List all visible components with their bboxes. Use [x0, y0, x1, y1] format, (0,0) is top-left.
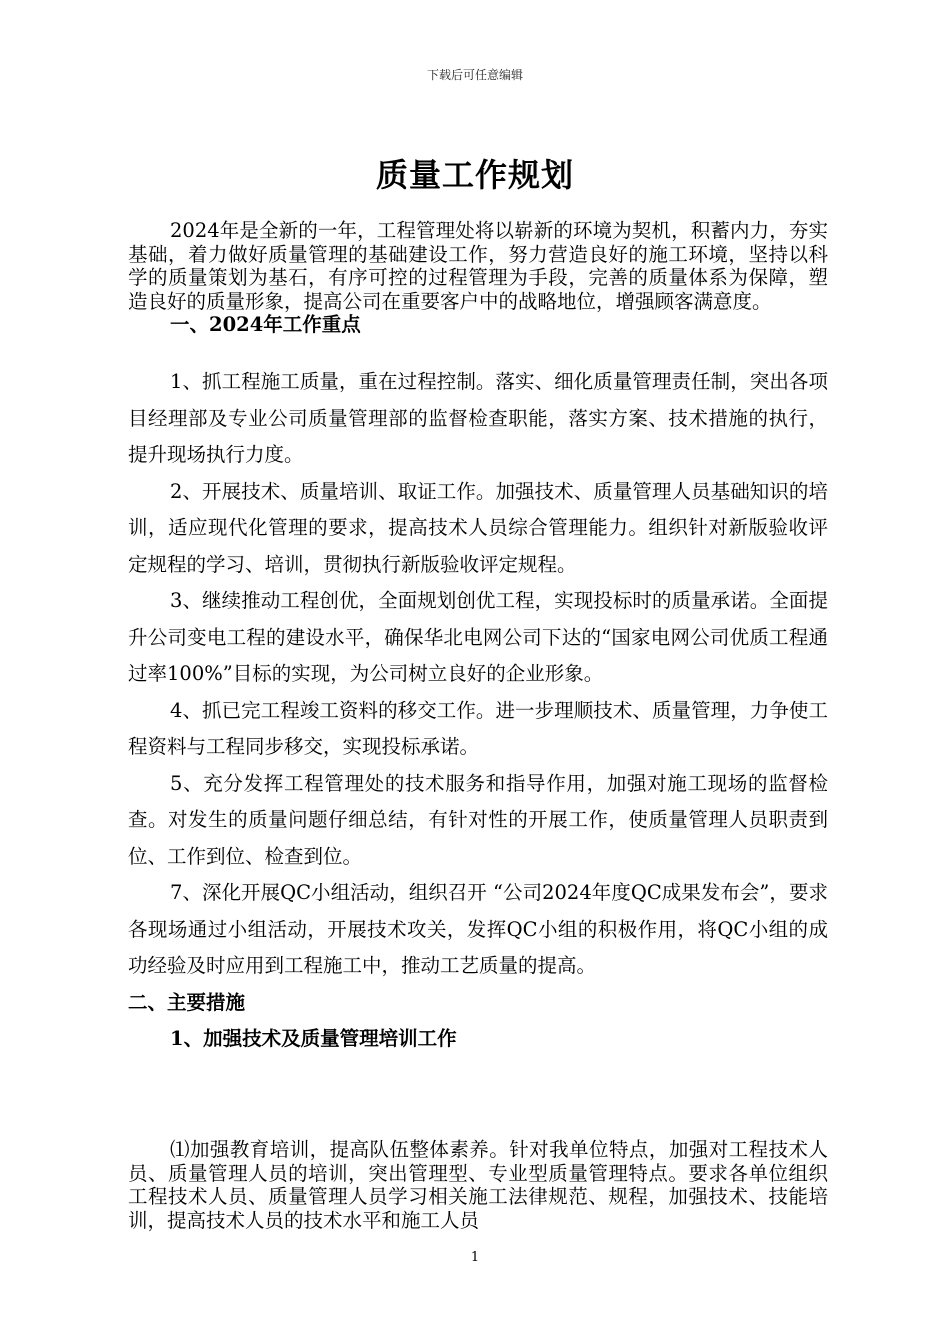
measures-block [128, 1138, 828, 1232]
intro-paragraph: 2024年是全新的一年，工程管理处将以崭新的环境为契机，积蓄内力，夯实基础，着力做好质量管理的基础建设工作，努力营造良好的施工环境，坚持以科学的质量策划为基石，有序可控的过程管理为手段，完善的质量体系为保障，塑造良好的质量形象，提高公司在重要客户中的战略地位，增强顾客满意度。 [128, 219, 828, 313]
intro-block [128, 219, 828, 337]
work-item-3: 3、继续推动工程创优，全面规划创优工程，实现投标时的质量承诺。全面提升公司变电工程的建设水平，确保华北电网公司下达的“国家电网公司优质工程通过率100%”目标的实现，为公司树立良好的企业形象。 [128, 589, 828, 685]
header-note: 下载后可任意编辑 [426, 68, 523, 82]
section2-heading: 二、主要措施 [128, 990, 246, 1014]
work-item-1: 1、抓工程施工质量，重在过程控制。落实、细化质量管理责任制，突出各项目经理部及专业公司质量管理部的监督检查职能，落实方案、技术措施的执行，提升现场执行力度。 [128, 370, 828, 466]
section1-heading: 一、2024年工作重点 [170, 313, 361, 336]
page-title: 质量工作规划 [375, 156, 574, 194]
work-item-5: 5、充分发挥工程管理处的技术服务和指导作用，加强对施工现场的监督检查。对发生的质量问题仔细总结，有针对性的开展工作，使质量管理人员职责到位、工作到位、检查到位。 [128, 771, 828, 868]
page-number: 1 [470, 1250, 480, 1265]
work-item-2: 2、开展技术、质量培训、取证工作。加强技术、质量管理人员基础知识的培训，适应现代化管理的要求，提高技术人员综合管理能力。组织针对新版验收评定规程的学习、培训，贯彻执行新版验收评定规程。 [128, 479, 828, 576]
work-item-4: 4、抓已完工程竣工资料的移交工作。进一步理顺技术、质量管理，力争使工程资料与工程同步移交，实现投标承诺。 [128, 698, 828, 758]
work-items-block [128, 364, 828, 1058]
subsection1-heading: 1、加强技术及质量管理培训工作 [170, 1027, 457, 1050]
work-item-7: 7、深化开展QC小组活动，组织召开 “公司2024年度QC成果发布会”，要求各现场通过小组活动，开展技术攻关，发挥QC小组的积极作用，将QC小组的成功经验及时应用到工程施工中，推动工艺质量的提高。 [128, 881, 828, 977]
sub-item-1: ⑴加强教育培训，提高队伍整体素养。针对我单位特点，加强对工程技术人员、质量管理人员的培训，突出管理型、专业型质量管理特点。要求各单位组织工程技术人员、质量管理人员学习相关施工法律规范、规程，加强技术、技能培训，提高技术人员的技术水平和施工人员 [128, 1138, 828, 1232]
